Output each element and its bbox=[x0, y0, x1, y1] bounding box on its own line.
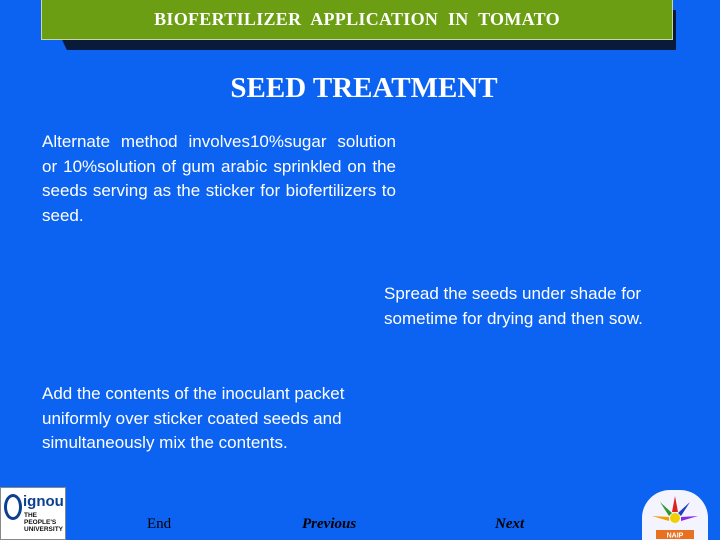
slide-title: SEED TREATMENT bbox=[230, 72, 498, 104]
end-link[interactable]: End bbox=[147, 516, 172, 532]
paragraph-sticker-method: Alternate method involves10%sugar solution or 10%solution of gum arabic sprinkled on the seeds serving as the sticker for biofertilizers to seed. bbox=[42, 132, 396, 225]
banner-title: BIOFERTILIZER APPLICATION IN TOMATO bbox=[154, 9, 560, 29]
paragraph-drying: Spread the seeds under shade for sometime for drying and then sow. bbox=[384, 284, 643, 328]
previous-link[interactable]: Previous bbox=[302, 516, 357, 532]
naip-logo bbox=[642, 490, 708, 540]
ignou-tagline: THE PEOPLE'S UNIVERSITY bbox=[24, 512, 64, 533]
title-banner bbox=[41, 0, 673, 40]
naip-emblem-icon bbox=[642, 490, 708, 540]
next-link[interactable]: Next bbox=[495, 516, 525, 532]
svg-text:NAIP: NAIP bbox=[666, 532, 684, 540]
paragraph-inoculant: Add the contents of the inoculant packet uniformly over sticker coated seeds and simultaneously mix the contents. bbox=[42, 384, 345, 452]
ignou-logo-text: ignou bbox=[23, 493, 64, 510]
ignou-logo bbox=[0, 487, 66, 540]
ignou-emblem-icon bbox=[4, 494, 22, 520]
